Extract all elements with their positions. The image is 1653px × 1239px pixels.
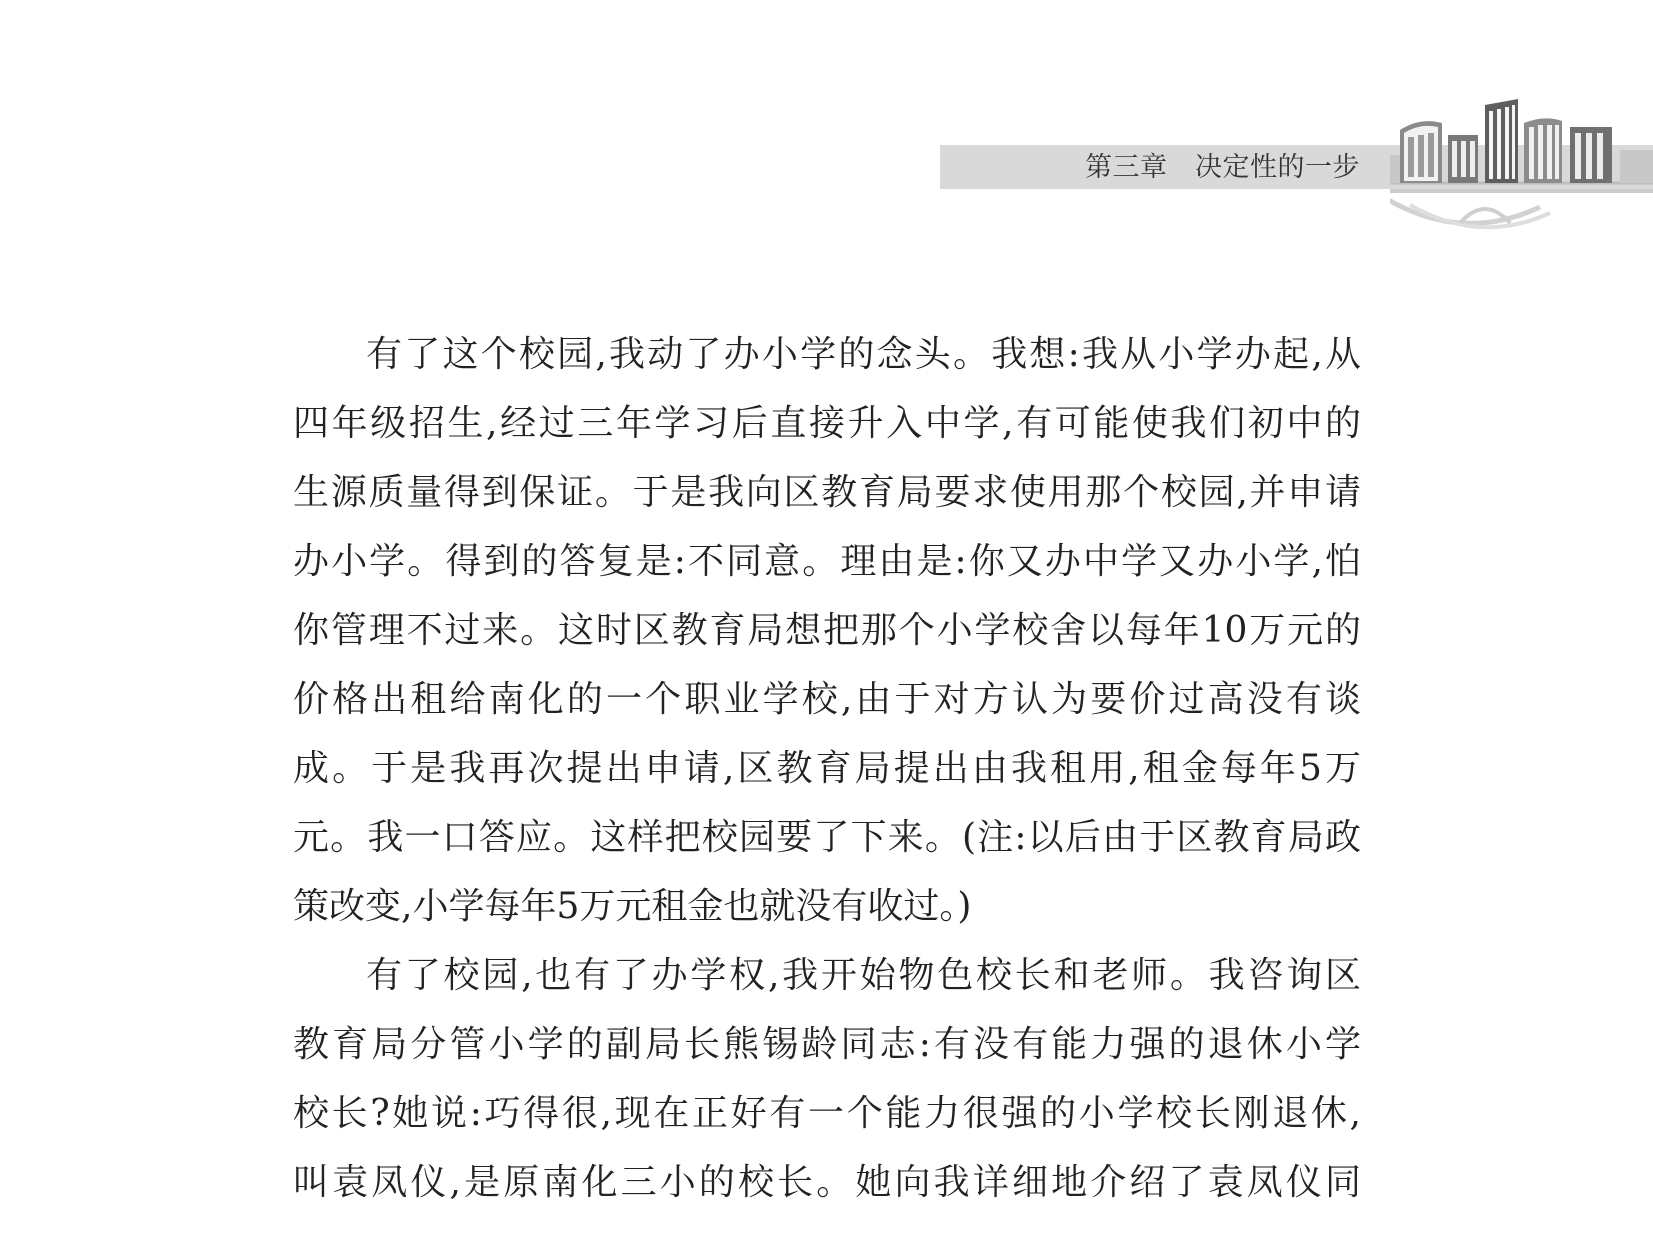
text-line: 你管理不过来。这时区教育局想把那个小学校舍以每年10万元的 [293, 610, 1361, 651]
paragraph-1 [293, 320, 1361, 941]
text-line: 策改变,小学每年5万元租金也就没有收过。) [293, 886, 972, 927]
text-line: 有了这个校园,我动了办小学的念头。我想:我从小学办起,从 [366, 334, 1361, 375]
text-line: 有了校园,也有了办学权,我开始物色校长和老师。我咨询区 [366, 955, 1361, 996]
text-line: 元。我一口答应。这样把校园要了下来。(注:以后由于区教育局政 [293, 817, 1361, 858]
text-line: 校长?她说:巧得很,现在正好有一个能力很强的小学校长刚退休, [293, 1093, 1361, 1134]
city-buildings-icon [1390, 95, 1653, 235]
paragraph-2 [293, 941, 1361, 1217]
body-text [293, 320, 1361, 1217]
text-line: 生源质量得到保证。于是我向区教育局要求使用那个校园,并申请 [293, 472, 1361, 513]
text-line: 成。于是我再次提出申请,区教育局提出由我租用,租金每年5万 [293, 748, 1361, 789]
text-line: 价格出租给南化的一个职业学校,由于对方认为要价过高没有谈 [293, 679, 1361, 720]
text-line: 办小学。得到的答复是:不同意。理由是:你又办中学又办小学,怕 [293, 541, 1361, 582]
text-line: 四年级招生,经过三年学习后直接升入中学,有可能使我们初中的 [293, 403, 1361, 444]
text-line: 教育局分管小学的副局长熊锡龄同志:有没有能力强的退休小学 [293, 1024, 1361, 1065]
chapter-title: 第三章 决定性的一步 [1085, 152, 1360, 183]
text-line: 叫袁凤仪,是原南化三小的校长。她向我详细地介绍了袁凤仪同 [293, 1162, 1361, 1203]
